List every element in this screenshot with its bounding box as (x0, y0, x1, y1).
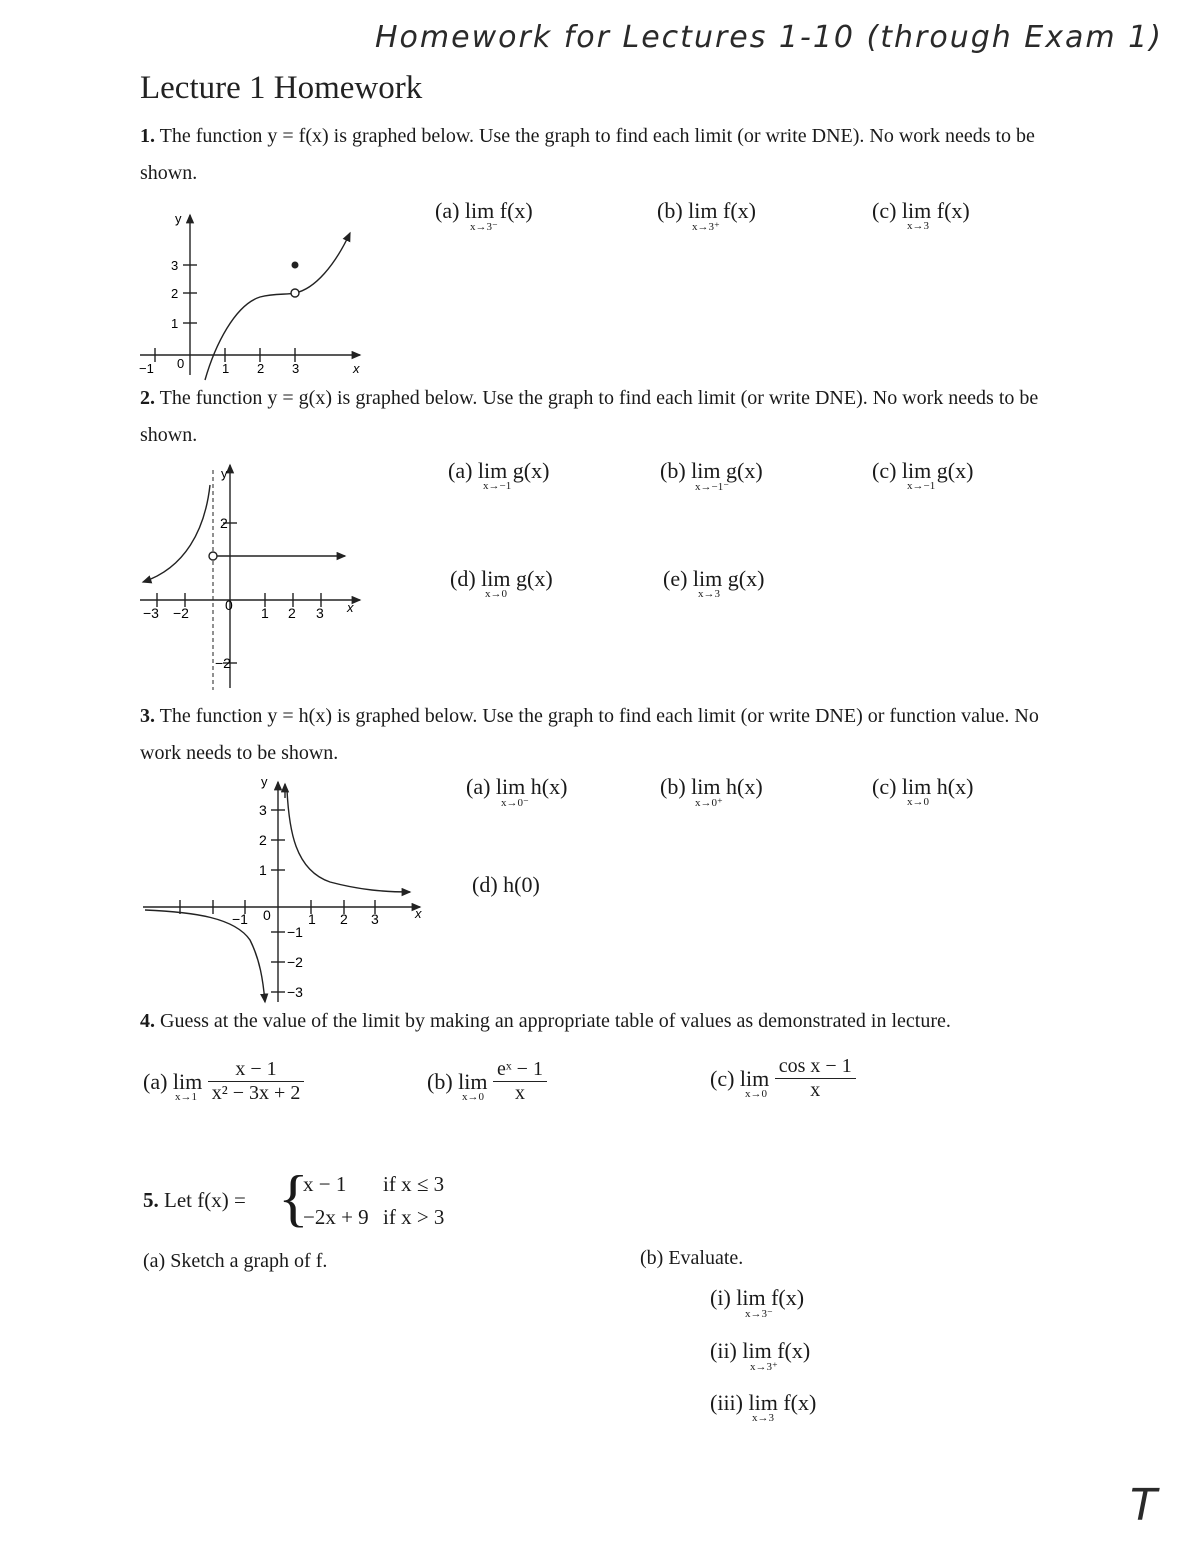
problem-1-text (140, 118, 1070, 192)
g-open-circle (209, 552, 217, 560)
h-label-y: y (261, 774, 268, 789)
p2-part-c: (c) lim g(x) x→−1 (872, 458, 974, 492)
f-filled-dot (292, 262, 299, 269)
svg-text:−2: −2 (173, 605, 189, 621)
g-label-zero: 0 (225, 597, 233, 613)
problem-2-text (140, 380, 1070, 454)
page-mark: T (1130, 1480, 1157, 1531)
p2-part-b: (b) lim g(x) x→−1⁻ (660, 458, 763, 493)
p3-part-a: (a) lim h(x) x→0⁻ (466, 774, 568, 809)
p2-part-d: (d) lim g(x) x→0 (450, 566, 553, 600)
problem-1-number: 1. (140, 125, 155, 147)
p5-eval-ii: (ii) lim f(x) x→3⁺ (710, 1338, 811, 1373)
p4-part-b: (b) lim x→0 $\frac{\text{eˣ − 1}}{x}$ (427, 1058, 547, 1105)
piece-2-cond: if x > 3 (383, 1205, 445, 1229)
p1-part-c: (c) lim f(x) x→3 (872, 198, 970, 232)
p5-eval-iii: (iii) lim f(x) x→3 (710, 1390, 817, 1424)
svg-text:3: 3 (259, 802, 267, 818)
p4a-fraction: $\frac{x - 1}{\text{x² − 3x + 2}}$ (208, 1058, 305, 1105)
svg-text:−3: −3 (143, 605, 159, 621)
svg-text:2: 2 (340, 911, 348, 927)
svg-text:−2: −2 (215, 655, 231, 671)
problem-5-intro: Let f(x) = (164, 1188, 246, 1212)
svg-text:1: 1 (259, 862, 267, 878)
svg-text:3: 3 (171, 258, 179, 273)
svg-text:1: 1 (308, 911, 316, 927)
p4b-fraction: $\frac{\text{eˣ − 1}}{x}$ (493, 1058, 547, 1105)
p4c-fraction: $\frac{\text{cos x − 1}}{x}$ (775, 1055, 856, 1102)
problem-2-number: 2. (140, 387, 155, 409)
h-label-x: x (415, 906, 422, 921)
svg-text:−1: −1 (232, 911, 248, 927)
problem-3-body: The function y = h(x) is graphed below. Use the graph to find each limit (or write DNE) or function value. No work needs to be shown. (140, 705, 1039, 764)
h-label-zero: 0 (263, 907, 271, 923)
p2-part-a: (a) lim g(x) x→−1 (448, 458, 550, 492)
piecewise-brace: { (278, 1162, 309, 1233)
svg-text:3: 3 (316, 605, 324, 621)
p5-part-b: (b) Evaluate. (640, 1247, 744, 1269)
graph-f (135, 205, 375, 385)
lecture-title: Lecture 1 Homework (140, 70, 423, 106)
handwritten-header: Homework for Lectures 1-10 (through Exam 1) (375, 20, 1163, 55)
svg-text:2: 2 (171, 286, 179, 301)
p3-part-c: (c) lim h(x) x→0 (872, 774, 974, 808)
p5-eval-i: (i) lim f(x) x→3⁻ (710, 1285, 805, 1320)
graph-g (135, 450, 375, 695)
problem-5-number: 5. (143, 1188, 159, 1212)
piece-1-cond: if x ≤ 3 (383, 1172, 445, 1196)
svg-text:1: 1 (261, 605, 269, 621)
g-label-x: x (347, 600, 354, 615)
svg-text:3: 3 (292, 361, 300, 376)
svg-text:2: 2 (288, 605, 296, 621)
svg-text:2: 2 (220, 515, 228, 531)
svg-text:2: 2 (257, 361, 265, 376)
problem-1-body: The function y = f(x) is graphed below. Use the graph to find each limit (or write DNE). No work needs to be shown. (140, 125, 1035, 184)
f-open-circle (291, 289, 299, 297)
f-curve (205, 233, 350, 380)
svg-text:3: 3 (371, 911, 379, 927)
svg-text:1: 1 (171, 316, 179, 331)
svg-text:−2: −2 (287, 954, 303, 970)
p3-part-b: (b) lim h(x) x→0⁺ (660, 774, 763, 809)
g-label-y: y (221, 466, 228, 481)
problem-3-text (140, 698, 1060, 772)
p1-part-a: (a) lim f(x) x→3⁻ (435, 198, 533, 233)
problem-4-number: 4. (140, 1010, 155, 1032)
h-right-branch (287, 790, 410, 892)
svg-text:−1: −1 (139, 361, 154, 376)
svg-text:−3: −3 (287, 984, 303, 1000)
problem-3-number: 3. (140, 705, 155, 727)
problem-2-body: The function y = g(x) is graphed below. Use the graph to find each limit (or write DNE). No work needs to be shown. (140, 387, 1039, 446)
graph-h (135, 770, 435, 1010)
piece-2-expr: −2x + 9 (303, 1205, 369, 1229)
piece-1-expr: x − 1 (303, 1172, 347, 1196)
f-label-y: y (175, 211, 182, 226)
p2-part-e: (e) lim g(x) x→3 (663, 566, 765, 600)
p1-part-b: (b) lim f(x) x→3⁺ (657, 198, 756, 233)
p4-part-c: (c) lim x→0 $\frac{\text{cos x − 1}}{x}$ (710, 1055, 856, 1102)
f-label-x: x (353, 361, 360, 376)
svg-text:−1: −1 (287, 924, 303, 940)
f-label-zero: 0 (177, 356, 185, 371)
p3-part-d: (d) h(0) (472, 872, 540, 897)
p4-part-a: (a) lim x→1 $\frac{x - 1}{\text{x² − 3x + 2}}$ (143, 1058, 304, 1105)
g-left-curve (143, 485, 210, 582)
svg-text:1: 1 (222, 361, 230, 376)
svg-text:2: 2 (259, 832, 267, 848)
problem-4-body: Guess at the value of the limit by making an appropriate table of values as demonstrated in lecture. (160, 1010, 951, 1032)
p5-part-a: (a) Sketch a graph of f. (143, 1250, 328, 1272)
problem-4-text (140, 1003, 1070, 1040)
